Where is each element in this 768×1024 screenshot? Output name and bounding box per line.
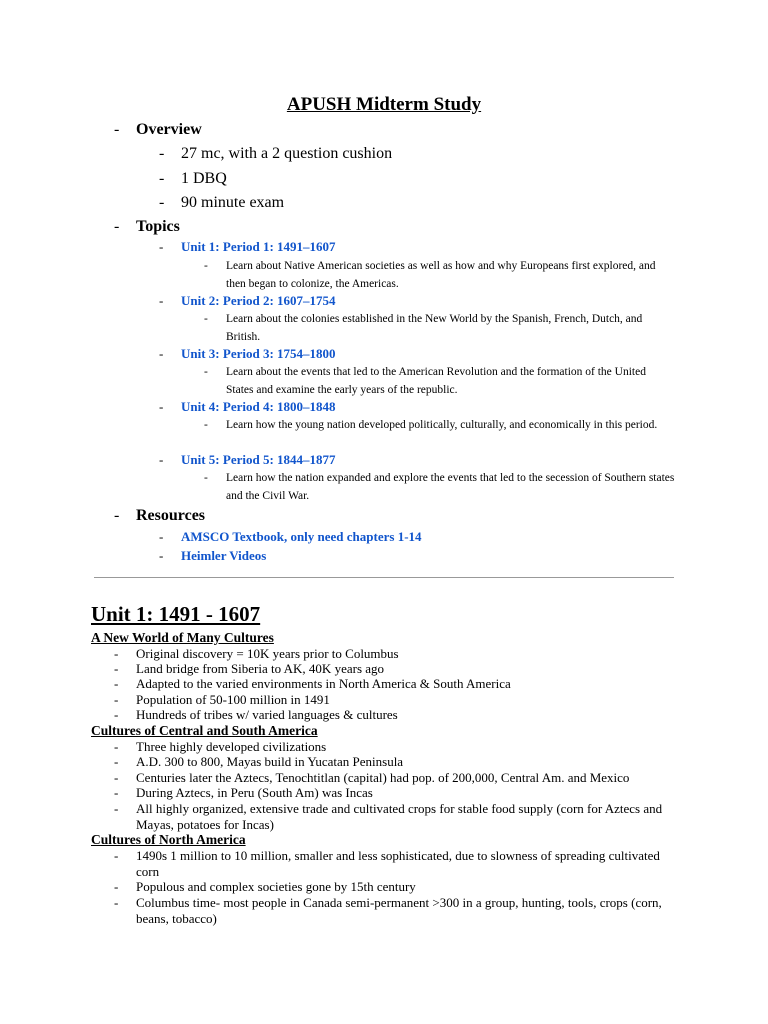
list-item: - During Aztecs, in Peru (South Am) was Incas [114, 785, 373, 800]
bullet-dash: - [159, 145, 165, 162]
list-item: - Adapted to the varied environments in North America & South America [114, 676, 511, 691]
bullet-dash: - [114, 121, 120, 138]
list-item: - A.D. 300 to 800, Mayas build in Yucatan Peninsula [114, 754, 404, 769]
bullet-dash: - [159, 194, 165, 211]
unit-3-link[interactable]: Unit 3: Period 3: 1754–1800 [181, 346, 336, 361]
list-item: - Columbus time- most people in Canada semi-permanent >300 in a group, hunting, tools, crops (corn, beans, tobacco) [114, 895, 662, 926]
overview-heading: Overview [136, 121, 202, 138]
section-heading: A New World of Many Cultures [91, 630, 274, 645]
unit-3-description: - Learn about the events that led to the American Revolution and the formation of the United States and examine the early years of the republic. [204, 366, 646, 396]
heimler-videos-link[interactable]: Heimler Videos [181, 548, 267, 563]
unit-2-link[interactable]: Unit 2: Period 2: 1607–1754 [181, 293, 336, 308]
list-item: - Population of 50-100 million in 1491 [114, 692, 330, 707]
topics-heading: Topics [136, 218, 180, 235]
list-item: - Three highly developed civilizations [114, 739, 327, 754]
list-item: - Centuries later the Aztecs, Tenochtitlan (capital) had pop. of 200,000, Central Am. and Mexico [114, 770, 630, 785]
unit-4-description: - Learn how the young nation developed politically, culturally, and economically in this period. [204, 419, 658, 431]
list-item: - Land bridge from Siberia to AK, 40K years ago [114, 661, 385, 676]
unit-2-description: - Learn about the colonies established in the New World by the Spanish, French, Dutch, and British. [204, 313, 643, 343]
list-item: - Populous and complex societies gone by 15th century [114, 879, 416, 894]
section-heading: Cultures of North America [91, 832, 246, 847]
unit-4-link[interactable]: Unit 4: Period 4: 1800–1848 [181, 399, 336, 414]
page-title: APUSH Midterm Study [286, 94, 482, 115]
document-page: APUSH Midterm Study - Overview - 27 mc, with a 2 question cushion - 1 DBQ - 90 minute exam - Topics - Unit 1: Period 1: 1491–1607 - Learn about Native American societies as well as how and why Europeans first explored, and then began to colonize, the Americas. - Unit 2: Period 2: 1607–1754 - Learn about the colonies established in the New World by the Spanish, French, Dutch, and British. - Unit 3: Period 3: 1754–1800 - Learn about the events that led to the American Revolution and the formation of the United States and examine the early years of the republic. - Unit 4: Period 4: 1800–1848 - Learn how the young nation developed politically, culturally, and economically in this period. - Unit 5: Period 5: 1844–1877 - Learn how the nation expanded and explore the events that led to the secession of Southern states and the Civil War. - Resources - AMSCO Textbook, only need chapters 1-14 - Heimler Videos Unit 1: 1491 - 1607 A New World of Many Cultures - Original discovery = 10K years prior to Columbus - Land bridge from Siberia to AK, 40K years ago - Adapted to the varied environments in North America & South America - Population of 50-100 million in 1491 - Hundreds of tribes w/ varied languages & cultures Cultures of Central and South America - Three highly developed civilizations - A.D. 300 to 800, Mayas build in Yucatan Peninsula - Centuries later the Aztecs, Tenochtitlan (capital) had pop. of 200,000, Central Am. and Mexico - During Aztecs, in Peru (South Am) was Incas - All highly organized, extensive trade and cultivated crops for stable food supply (corn for Aztecs and Mayas, potatoes for Incas) Cultures of North America - 1490s 1 million to 10 million, smaller and less sophisticated, due to slowness of spreading cultivated corn - Populous and complex societies gone by 15th century - Columbus time- most people in Canada semi-permanent >300 in a group, hunting, tools, crops (corn, beans, tobacco) [0, 0, 768, 1024]
list-item: - Original discovery = 10K years prior to Columbus [114, 646, 399, 661]
bullet-dash: - [159, 170, 165, 187]
divider [94, 577, 674, 578]
list-item: - 1490s 1 million to 10 million, smaller and less sophisticated, due to slowness of spreading cultivated corn [114, 848, 660, 879]
unit-1-heading: Unit 1: 1491 - 1607 [91, 602, 261, 626]
unit-1-link[interactable]: Unit 1: Period 1: 1491–1607 [181, 239, 336, 254]
section-heading: Cultures of Central and South America [91, 723, 318, 738]
bullet-dash: - [114, 218, 120, 235]
unit-1-description: - Learn about Native American societies as well as how and why Europeans first explored, and then began to colonize, the Americas. [204, 260, 656, 290]
list-item: - Hundreds of tribes w/ varied languages & cultures [114, 707, 398, 722]
list-item: - All highly organized, extensive trade and cultivated crops for stable food supply (corn for Aztecs and Mayas, potatoes for Incas) [114, 801, 663, 832]
unit-5-link[interactable]: Unit 5: Period 5: 1844–1877 [181, 452, 336, 467]
unit-5-description: - Learn how the nation expanded and explore the events that led to the secession of Southern states and the Civil War. [204, 472, 675, 502]
resources-heading: Resources [136, 507, 206, 524]
amsco-textbook-link[interactable]: AMSCO Textbook, only need chapters 1-14 [181, 529, 422, 544]
bullet-dash: - [114, 507, 120, 524]
